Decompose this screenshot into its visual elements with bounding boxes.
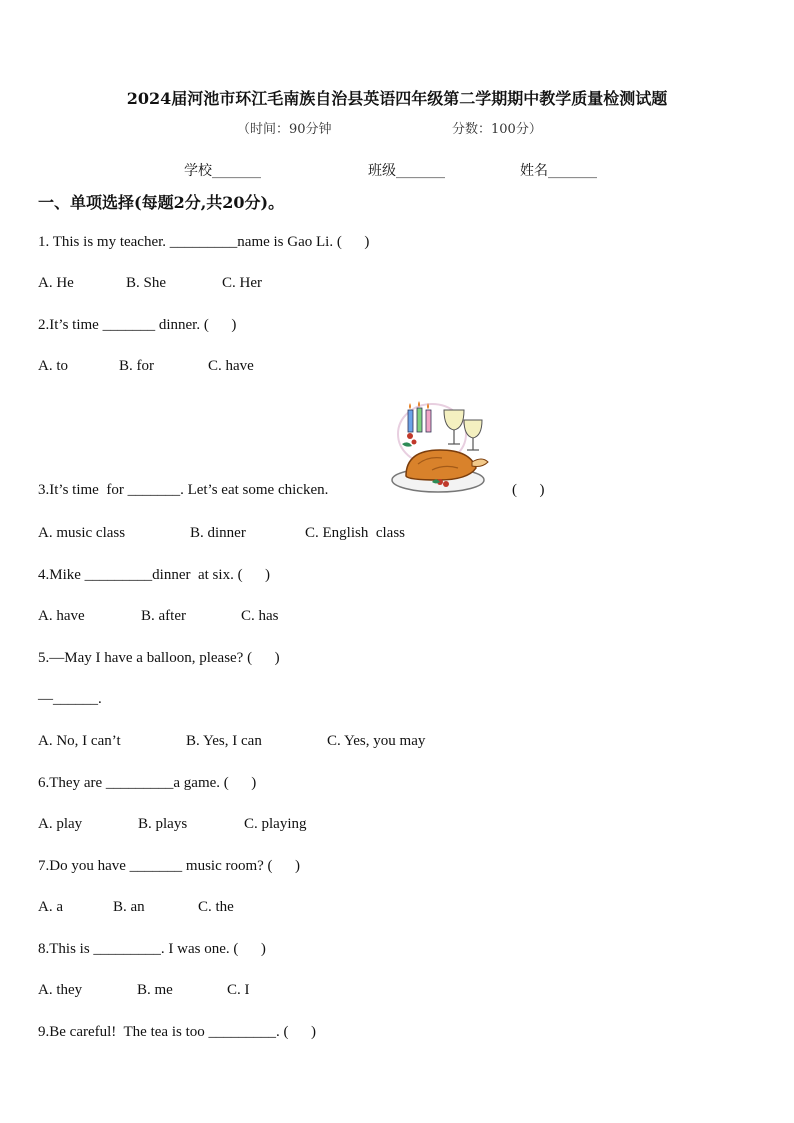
- option-7a[interactable]: A. a: [38, 899, 63, 915]
- question-5: 5.—May I have a balloon, please? ( ): [38, 650, 280, 666]
- exam-time: （时间：90分钟: [237, 122, 332, 137]
- option-6c[interactable]: C. playing: [244, 816, 307, 832]
- option-8c[interactable]: C. I: [227, 982, 250, 998]
- option-3c[interactable]: C. English class: [305, 525, 405, 541]
- option-1a[interactable]: A. He: [38, 275, 74, 291]
- exam-title: 2024届河池市环江毛南族自治县英语四年级第二学期期中教学质量检测试题: [126, 89, 668, 108]
- exam-score: 分数：100分）: [452, 122, 542, 137]
- option-6a[interactable]: A. play: [38, 816, 83, 832]
- option-2c[interactable]: C. have: [208, 358, 254, 374]
- question-5-reply: —______.: [38, 691, 102, 707]
- option-4a[interactable]: A. have: [38, 608, 85, 624]
- name-field[interactable]: 姓名_______: [520, 163, 597, 179]
- question-7: 7.Do you have _______ music room? ( ): [38, 858, 301, 874]
- option-4c[interactable]: C. has: [241, 608, 279, 624]
- question-3: 3.It’s time for _______. Let’s eat some chicken.: [38, 482, 329, 498]
- class-field[interactable]: 班级_______: [368, 163, 445, 179]
- option-3a[interactable]: A. music class: [38, 525, 126, 541]
- question-9: 9.Be careful! The tea is too _________. ( ): [38, 1024, 316, 1040]
- school-field[interactable]: 学校_______: [184, 163, 261, 179]
- option-2a[interactable]: A. to: [38, 358, 68, 374]
- option-2b[interactable]: B. for: [119, 358, 154, 374]
- option-1c[interactable]: C. Her: [222, 275, 262, 291]
- option-3b[interactable]: B. dinner: [190, 525, 246, 541]
- option-4b[interactable]: B. after: [141, 608, 186, 624]
- option-5c[interactable]: C. Yes, you may: [327, 733, 426, 749]
- option-6b[interactable]: B. plays: [138, 816, 188, 832]
- section-title: 一、单项选择(每题2分,共20分)。: [38, 193, 285, 212]
- option-7c[interactable]: C. the: [198, 899, 234, 915]
- question-2: 2.It’s time _______ dinner. ( ): [38, 317, 237, 333]
- option-1b[interactable]: B. She: [126, 275, 167, 291]
- option-5b[interactable]: B. Yes, I can: [186, 733, 262, 749]
- roast-chicken-dinner-icon: [388, 400, 500, 496]
- question-8: 8.This is _________. I was one. ( ): [38, 941, 266, 957]
- option-5a[interactable]: A. No, I can’t: [38, 733, 121, 749]
- question-6: 6.They are _________a game. ( ): [38, 775, 257, 791]
- question-4: 4.Mike _________dinner at six. ( ): [38, 567, 271, 583]
- answer-paren-3[interactable]: ( ): [512, 482, 545, 498]
- option-8a[interactable]: A. they: [38, 982, 83, 998]
- question-1: 1. This is my teacher. _________name is Gao Li. ( ): [38, 234, 370, 250]
- option-7b[interactable]: B. an: [113, 899, 145, 915]
- option-8b[interactable]: B. me: [137, 982, 173, 998]
